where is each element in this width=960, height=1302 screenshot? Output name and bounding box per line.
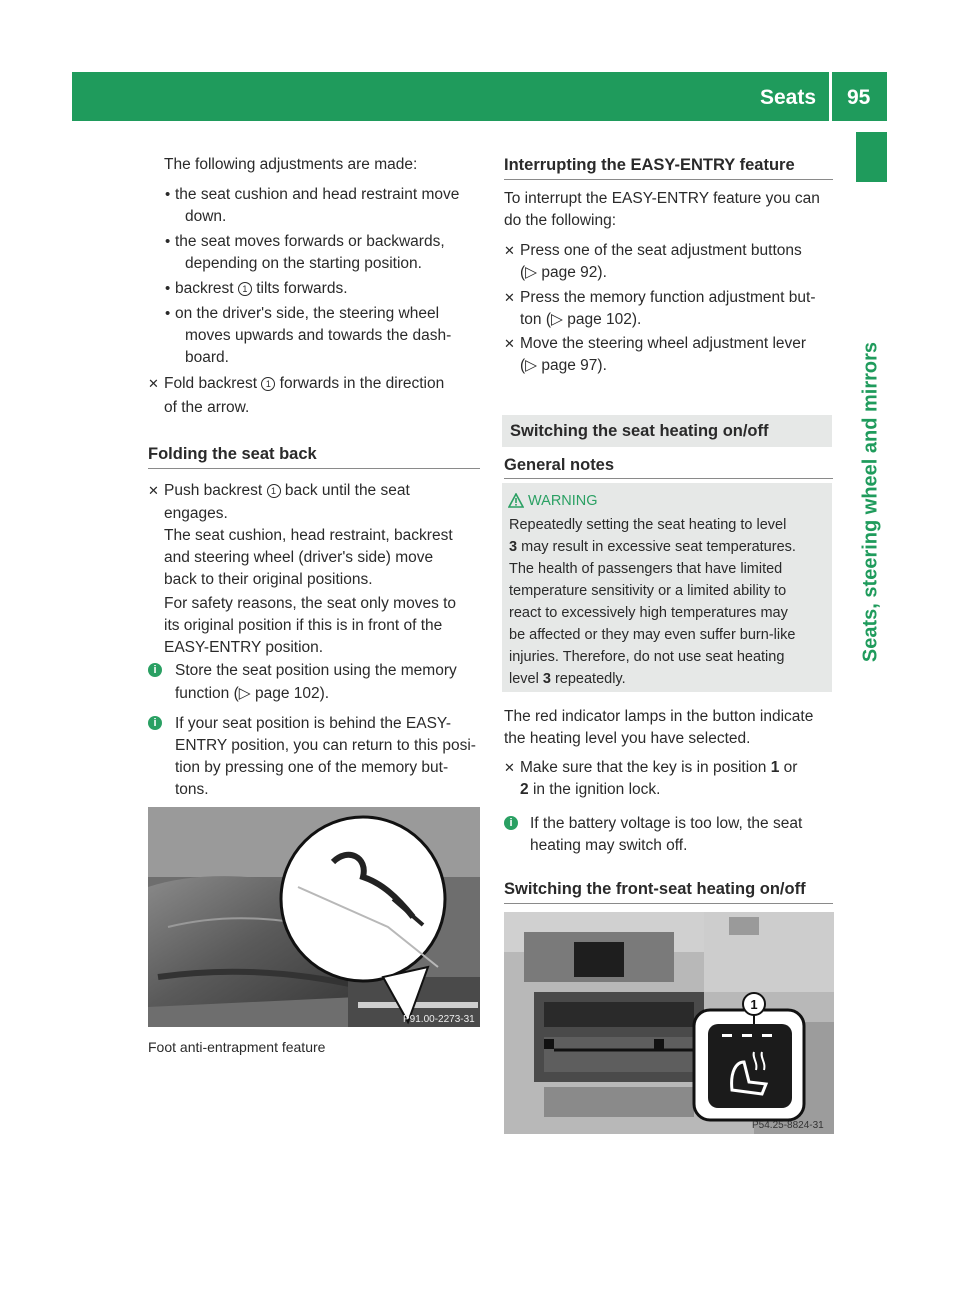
- step-text: 2 in the ignition lock.: [520, 781, 661, 798]
- heading-folding: Folding the seat back: [148, 445, 317, 463]
- heading-general: General notes: [504, 456, 615, 474]
- bullet-dot: •: [165, 186, 171, 203]
- bullet-dot: •: [165, 233, 171, 250]
- step-text: back to their original positions.: [164, 571, 373, 588]
- info-text: If the battery voltage is too low, the seat: [530, 815, 803, 832]
- info-icon: i: [148, 716, 162, 730]
- callout-1-icon: 1: [261, 377, 275, 391]
- bullet-line: on the driver's side, the steering wheel: [175, 305, 440, 322]
- dashboard-figure: [504, 912, 834, 1134]
- body-text: To interrupt the EASY-ENTRY feature you can: [504, 190, 820, 207]
- page-number: 95: [847, 86, 871, 109]
- heading-rule: [504, 478, 833, 479]
- step-text: (▷ page 92).: [520, 264, 607, 281]
- step-text: ton (▷ page 102).: [520, 311, 642, 328]
- warning-text: Repeatedly setting the seat heating to level: [509, 517, 787, 533]
- bullet-dot: •: [165, 280, 171, 297]
- bullet-dot: •: [165, 305, 171, 322]
- bullet-line: depending on the starting position.: [185, 255, 422, 272]
- step-text: EASY-ENTRY position.: [164, 639, 324, 656]
- step-arrow-icon: ✕: [148, 376, 159, 391]
- step-arrow-icon: ✕: [504, 290, 515, 305]
- warning-text: react to excessively high temperatures may: [509, 605, 788, 621]
- step-arrow-icon: ✕: [504, 243, 515, 258]
- step-text: engages.: [164, 505, 228, 522]
- side-tab: [856, 202, 887, 802]
- heading-rule: [148, 468, 480, 469]
- bullet-line: backrest 1 tilts forwards.: [175, 280, 348, 297]
- warning-text: be affected or they may even suffer burn-like: [509, 627, 796, 643]
- figure-code: P54.25-8824-31: [752, 1120, 824, 1131]
- heading-interrupt: Interrupting the EASY-ENTRY feature: [504, 156, 795, 174]
- bullet-line: moves upwards and towards the dash-: [185, 327, 452, 344]
- section-title: Seats: [760, 86, 817, 109]
- info-text: If your seat position is behind the EASY-: [175, 715, 452, 732]
- callout-1-icon: 1: [267, 484, 281, 498]
- header-separator: [829, 72, 832, 121]
- intro-text: The following adjustments are made:: [164, 156, 418, 173]
- step-text: Fold backrest 1 forwards in the direction: [164, 375, 445, 392]
- bullet-line: the seat moves forwards or backwards,: [175, 233, 445, 250]
- warning-text: temperature sensitivity or a limited ability to: [509, 583, 787, 599]
- step-text: and steering wheel (driver's side) move: [164, 549, 434, 566]
- info-icon: i: [148, 663, 162, 677]
- info-text: Store the seat position using the memory: [175, 662, 457, 679]
- step-text: of the arrow.: [164, 399, 250, 416]
- info-text: heating may switch off.: [530, 837, 688, 854]
- step-text: Press the memory function adjustment but-: [520, 289, 816, 306]
- heading-front: Switching the front-seat heating on/off: [504, 880, 806, 898]
- callout-1-icon: 1: [238, 282, 252, 296]
- step-text: (▷ page 97).: [520, 357, 607, 374]
- step-text: The seat cushion, head restraint, backrest: [164, 527, 453, 544]
- callout-1-label: 1: [750, 997, 758, 1012]
- step-text: Move the steering wheel adjustment lever: [520, 335, 807, 352]
- side-tab-marker: [856, 132, 887, 182]
- warning-text: 3 may result in excessive seat temperatures.: [509, 539, 796, 555]
- heading-rule: [504, 903, 833, 904]
- warning-icon: [508, 493, 524, 509]
- body-text: do the following:: [504, 212, 617, 229]
- bullet-line: down.: [185, 208, 227, 225]
- info-text: function (▷ page 102).: [175, 685, 330, 702]
- step-text: Make sure that the key is in position 1 or: [520, 759, 798, 776]
- seat-figure: [148, 807, 480, 1027]
- info-text: ENTRY position, you can return to this posi-: [175, 737, 476, 754]
- warning-title: WARNING: [528, 493, 598, 509]
- heading-rule: [504, 179, 833, 180]
- warning-text: The health of passengers that have limited: [509, 561, 783, 577]
- step-arrow-icon: ✕: [148, 483, 159, 498]
- step-arrow-icon: ✕: [504, 760, 515, 775]
- body-text: the heating level you have selected.: [504, 730, 751, 747]
- step-text: For safety reasons, the seat only moves to: [164, 595, 457, 612]
- step-text: Push backrest 1 back until the seat: [164, 482, 410, 499]
- step-text: its original position if this is in front of the: [164, 617, 443, 634]
- figure-caption: Foot anti-entrapment feature: [148, 1039, 326, 1055]
- step-arrow-icon: ✕: [504, 336, 515, 351]
- warning-text: injuries. Therefore, do not use seat heating: [509, 649, 785, 665]
- warning-text: level 3 repeatedly.: [509, 671, 626, 687]
- info-text: tons.: [175, 781, 209, 798]
- step-text: Press one of the seat adjustment buttons: [520, 242, 802, 259]
- bullet-line: the seat cushion and head restraint move: [175, 186, 460, 203]
- figure-code: P91.00-2273-31: [403, 1014, 475, 1025]
- body-text: The red indicator lamps in the button indicate: [504, 708, 814, 725]
- heading-heating: Switching the seat heating on/off: [510, 422, 769, 440]
- info-icon: i: [504, 816, 518, 830]
- info-text: tion by pressing one of the memory but-: [175, 759, 449, 776]
- side-tab-label: Seats, steering wheel and mirrors: [859, 341, 882, 663]
- bullet-line: board.: [185, 349, 229, 366]
